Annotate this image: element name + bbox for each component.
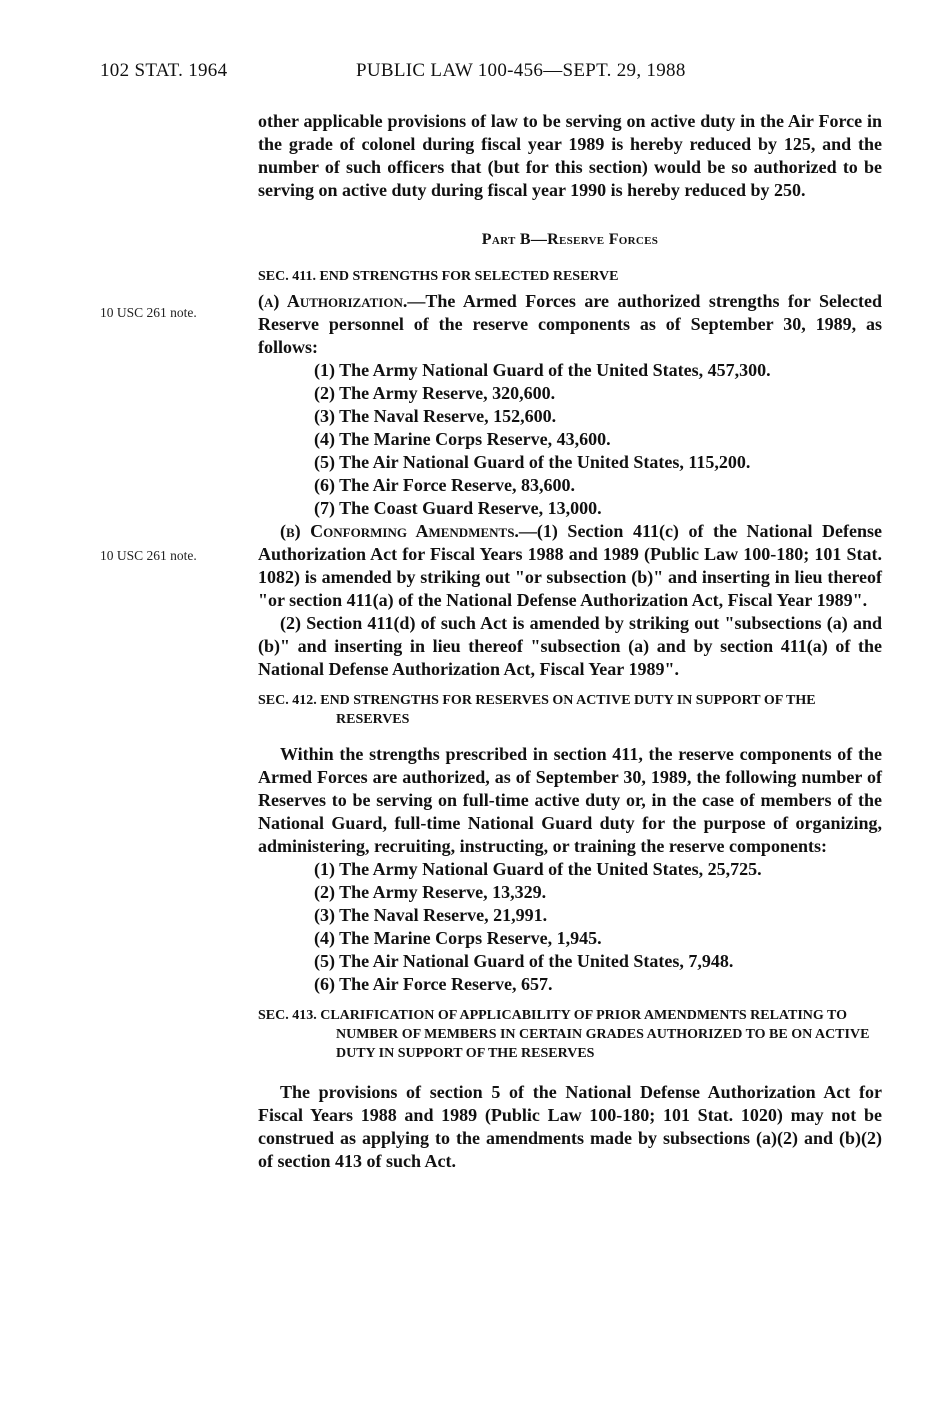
intro-paragraph: other applicable provisions of law to be serving on active duty in the Air Force in the grade of colonel during fiscal year 1989 is hereby reduced by 125, and the number of such officers that (but for this section) would be so authorized to be serving on active duty during fiscal year 1990 is hereby reduced by 250. bbox=[258, 111, 882, 200]
running-title: PUBLIC LAW 100-456—SEPT. 29, 1988 bbox=[356, 60, 686, 81]
list-item: (4) The Marine Corps Reserve, 43,600. bbox=[314, 429, 611, 449]
sec-411-a bbox=[258, 290, 882, 359]
document-body bbox=[258, 110, 882, 1173]
sec-411-b-text: —(1) Section 411(c) of the National Defense Authorization Act for Fiscal Years 1988 and 1989 (Public Law 100-180; 101 Stat. 1082) is amended by striking out "or subsection (b)" and inserting in lieu thereof "or section 411(a) of the National Defense Authorization Act, Fiscal Year 1989". bbox=[258, 521, 882, 610]
margin-note-2: 10 USC 261 note. bbox=[100, 548, 197, 563]
list-item: (5) The Air National Guard of the United States, 115,200. bbox=[314, 452, 751, 472]
list-item: (6) The Air Force Reserve, 83,600. bbox=[314, 475, 575, 495]
sec-413-text: The provisions of section 5 of the National Defense Authorization Act for Fiscal Years 1988 and 1989 (Public Law 100-180; 101 Stat. 1020) may not be construed as applying to the amendments made by subsections (a)(2) and (b)(2) of section 413 of such Act. bbox=[258, 1082, 882, 1171]
list-item: (2) The Army Reserve, 320,600. bbox=[314, 383, 556, 403]
sec-411-list bbox=[258, 359, 882, 520]
list-item: (3) The Naval Reserve, 152,600. bbox=[314, 406, 557, 426]
sec-411-b2: (2) Section 411(d) of such Act is amended by striking out "subsections (a) and (b)" and inserting in lieu thereof "subsection (a) and by section 411(a) of the National Defense Authorization Act, Fiscal Year 1989". bbox=[258, 613, 882, 679]
sec-412-heading: SEC. 412. END STRENGTHS FOR RESERVES ON ACTIVE DUTY IN SUPPORT OF THE RESERVES bbox=[258, 693, 816, 727]
list-item: (3) The Naval Reserve, 21,991. bbox=[314, 905, 548, 925]
margin-note-1: 10 USC 261 note. bbox=[100, 305, 197, 320]
list-item: (5) The Air National Guard of the United States, 7,948. bbox=[314, 951, 734, 971]
list-item: (7) The Coast Guard Reserve, 13,000. bbox=[314, 498, 602, 518]
list-item: (6) The Air Force Reserve, 657. bbox=[314, 974, 553, 994]
list-item: (4) The Marine Corps Reserve, 1,945. bbox=[314, 928, 602, 948]
sec-411-a-text: —The Armed Forces are authorized strengths for Selected Reserve personnel of the reserve components as of September 30, 1989, as follows: bbox=[258, 291, 883, 357]
sec-412-list bbox=[258, 858, 882, 996]
list-item: (1) The Army National Guard of the United States, 457,300. bbox=[314, 360, 771, 380]
sec-411-b bbox=[258, 520, 882, 612]
sec-413-heading: SEC. 413. CLARIFICATION OF APPLICABILITY OF PRIOR AMENDMENTS RELATING TO NUMBER OF MEMBERS IN CERTAIN GRADES AUTHORIZED TO BE ON ACTIVE DUTY IN SUPPORT OF THE RESERVES bbox=[258, 1008, 870, 1061]
stat-page-number: 102 STAT. 1964 bbox=[100, 60, 228, 81]
list-item: (2) The Army Reserve, 13,329. bbox=[314, 882, 547, 902]
part-heading: Part B—Reserve Forces bbox=[481, 231, 659, 248]
sec-411-a-label: (a) Authorization. bbox=[258, 291, 408, 311]
sec-411-b-label: (b) Conforming Amendments. bbox=[280, 521, 519, 541]
list-item: (1) The Army National Guard of the United States, 25,725. bbox=[314, 859, 762, 879]
sec-412-text: Within the strengths prescribed in section 411, the reserve components of the Armed Forces are authorized, as of September 30, 1989, the following number of Reserves to be serving on full-time active duty or, in the case of members of the National Guard, full-time National Guard duty for the purpose of organizing, administering, recruiting, instructing, or training the reserve components: bbox=[258, 744, 882, 856]
sec-411-heading: SEC. 411. END STRENGTHS FOR SELECTED RESERVE bbox=[258, 269, 619, 284]
